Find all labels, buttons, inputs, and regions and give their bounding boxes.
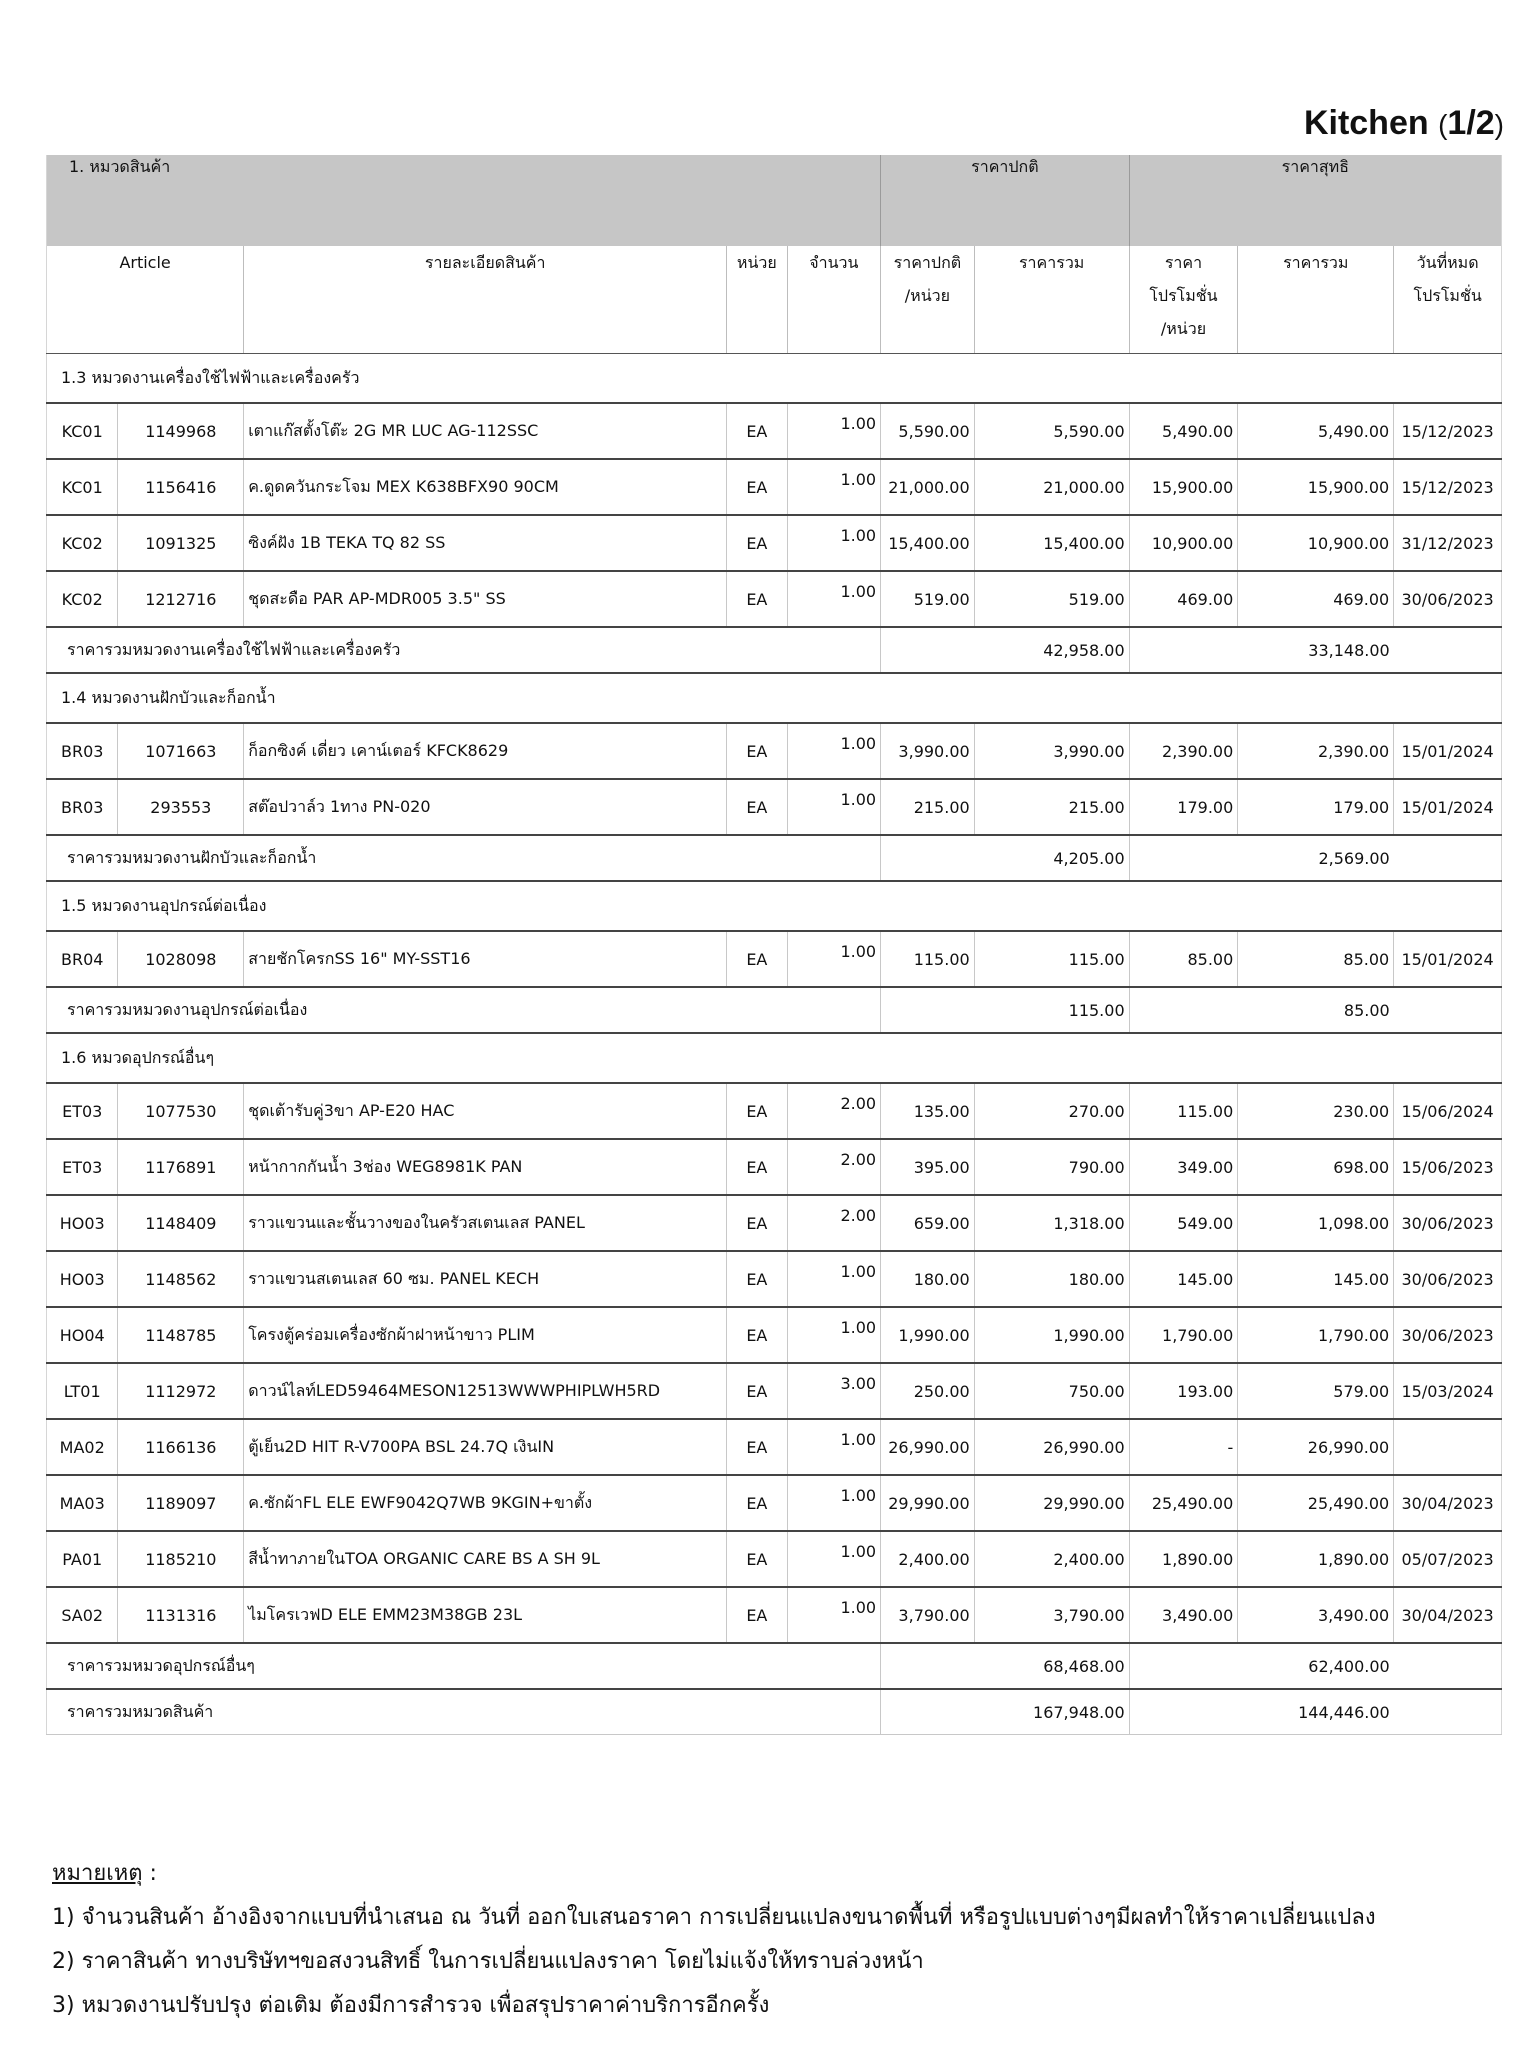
unit-price: 180.00 [881, 1251, 975, 1307]
promo-total: 698.00 [1238, 1139, 1394, 1195]
table-row [47, 1363, 1502, 1419]
item-qty: 1.00 [787, 1531, 881, 1587]
article-number: 1149968 [118, 403, 244, 459]
table-row [47, 1251, 1502, 1307]
table-row [47, 571, 1502, 627]
item-description: เตาแก๊สตั้งโต๊ะ 2G MR LUC AG-112SSC [244, 403, 727, 459]
item-qty: 1.00 [787, 459, 881, 515]
table-row [47, 1083, 1502, 1139]
promo-end-date: 15/12/2023 [1394, 459, 1502, 515]
table-row [47, 403, 1502, 459]
promo-total: 25,490.00 [1238, 1475, 1394, 1531]
subtotal-row [47, 627, 1502, 673]
promo-total: 230.00 [1238, 1083, 1394, 1139]
table-row [47, 779, 1502, 835]
article-number: 1112972 [118, 1363, 244, 1419]
item-qty: 2.00 [787, 1195, 881, 1251]
item-unit: EA [727, 1531, 787, 1587]
promo-price: 85.00 [1129, 931, 1238, 987]
subtotal-label: ราคารวมหมวดงานอุปกรณ์ต่อเนื่อง [47, 987, 881, 1033]
item-qty: 1.00 [787, 1475, 881, 1531]
article-number: 1148562 [118, 1251, 244, 1307]
unit-price: 29,990.00 [881, 1475, 975, 1531]
promo-end-date: 30/04/2023 [1394, 1475, 1502, 1531]
category-code: HO03 [47, 1251, 118, 1307]
item-unit: EA [727, 403, 787, 459]
section-row [47, 881, 1502, 931]
section-title: 1.3 หมวดงานเครื่องใช้ไฟฟ้าและเครื่องครัว [47, 354, 1502, 404]
col-total: ราคารวม [974, 246, 1129, 354]
col-article: Article [47, 246, 244, 354]
subtotal-normal: 4,205.00 [881, 835, 1130, 881]
subtotal-normal: 42,958.00 [881, 627, 1130, 673]
total-price: 1,990.00 [974, 1307, 1129, 1363]
item-description: ซิงค์ฝัง 1B TEKA TQ 82 SS [244, 515, 727, 571]
total-price: 5,590.00 [974, 403, 1129, 459]
unit-price: 395.00 [881, 1139, 975, 1195]
promo-end-date: 15/06/2024 [1394, 1083, 1502, 1139]
category-code: HO04 [47, 1307, 118, 1363]
promo-price: 115.00 [1129, 1083, 1238, 1139]
col-promo-total: ราคารวม [1238, 246, 1394, 354]
promo-price: 1,890.00 [1129, 1531, 1238, 1587]
total-price: 1,318.00 [974, 1195, 1129, 1251]
article-number: 1212716 [118, 571, 244, 627]
item-qty: 1.00 [787, 403, 881, 459]
section-row [47, 673, 1502, 723]
promo-total: 1,890.00 [1238, 1531, 1394, 1587]
item-description: โครงตู้คร่อมเครื่องซักผ้าฝาหน้าขาว PLIM [244, 1307, 727, 1363]
item-unit: EA [727, 931, 787, 987]
item-unit: EA [727, 1587, 787, 1643]
item-unit: EA [727, 1251, 787, 1307]
item-unit: EA [727, 1363, 787, 1419]
article-number: 1028098 [118, 931, 244, 987]
subtotal-net: 33,148.00 [1129, 627, 1394, 673]
promo-end-date: 30/06/2023 [1394, 1307, 1502, 1363]
promo-total: 15,900.00 [1238, 459, 1394, 515]
notes [52, 1852, 1376, 2028]
total-price: 115.00 [974, 931, 1129, 987]
item-unit: EA [727, 1419, 787, 1475]
item-unit: EA [727, 1139, 787, 1195]
promo-total: 469.00 [1238, 571, 1394, 627]
col-unit-price: ราคาปกติ /หน่วย [881, 246, 975, 354]
note-line: 1) จำนวนสินค้า อ้างอิงจากแบบที่นำเสนอ ณ วันที่ ออกใบเสนอราคา การเปลี่ยนแปลงขนาดพื้นที่ หรือรูปแบบต่างๆมีผลทำให้ราคาเปลี่ยนแปลง [52, 1905, 1376, 1930]
section-title: 1.6 หมวดอุปกรณ์อื่นๆ [47, 1033, 1502, 1083]
promo-total: 26,990.00 [1238, 1419, 1394, 1475]
item-unit: EA [727, 515, 787, 571]
promo-price: 549.00 [1129, 1195, 1238, 1251]
grand-total-net: 144,446.00 [1129, 1689, 1394, 1735]
group-header-row [47, 155, 1502, 246]
category-code: LT01 [47, 1363, 118, 1419]
subtotal-label: ราคารวมหมวดอุปกรณ์อื่นๆ [47, 1643, 881, 1689]
subtotal-net: 2,569.00 [1129, 835, 1394, 881]
promo-price: 349.00 [1129, 1139, 1238, 1195]
promo-total: 2,390.00 [1238, 723, 1394, 779]
item-unit: EA [727, 1083, 787, 1139]
promo-price: 145.00 [1129, 1251, 1238, 1307]
col-promo-end: วันที่หมด โปรโมชั่น [1394, 246, 1502, 354]
subtotal-row [47, 1643, 1502, 1689]
total-price: 790.00 [974, 1139, 1129, 1195]
article-number: 1166136 [118, 1419, 244, 1475]
unit-price: 659.00 [881, 1195, 975, 1251]
item-description: สายชักโครกSS 16" MY-SST16 [244, 931, 727, 987]
unit-price: 26,990.00 [881, 1419, 975, 1475]
article-number: 1156416 [118, 459, 244, 515]
promo-end-date: 30/06/2023 [1394, 571, 1502, 627]
promo-total: 85.00 [1238, 931, 1394, 987]
unit-price: 115.00 [881, 931, 975, 987]
subtotal-row [47, 835, 1502, 881]
grand-total-label: ราคารวมหมวดสินค้า [47, 1689, 881, 1735]
grand-total-empty [1394, 1689, 1502, 1735]
item-qty: 1.00 [787, 931, 881, 987]
table-row [47, 515, 1502, 571]
item-qty: 1.00 [787, 571, 881, 627]
category-code: BR03 [47, 779, 118, 835]
table-row [47, 459, 1502, 515]
col-description: รายละเอียดสินค้า [244, 246, 727, 354]
table-row [47, 1419, 1502, 1475]
unit-price: 135.00 [881, 1083, 975, 1139]
promo-total: 1,790.00 [1238, 1307, 1394, 1363]
category-code: ET03 [47, 1139, 118, 1195]
item-description: ราวแขวนสเตนเลส 60 ซม. PANEL KECH [244, 1251, 727, 1307]
col-promo-price: ราคา โปรโมชั่น /หน่วย [1129, 246, 1238, 354]
item-description: ตู้เย็น2D HIT R-V700PA BSL 24.7Q เงินIN [244, 1419, 727, 1475]
normal-price-header: ราคาปกติ [881, 155, 1130, 246]
item-unit: EA [727, 723, 787, 779]
item-description: ชุดสะดือ PAR AP-MDR005 3.5" SS [244, 571, 727, 627]
promo-end-date [1394, 1419, 1502, 1475]
subtotal-net: 62,400.00 [1129, 1643, 1394, 1689]
promo-price: 469.00 [1129, 571, 1238, 627]
item-qty: 1.00 [787, 1251, 881, 1307]
total-price: 15,400.00 [974, 515, 1129, 571]
item-qty: 1.00 [787, 1307, 881, 1363]
article-number: 1185210 [118, 1531, 244, 1587]
table-row [47, 723, 1502, 779]
promo-end-date: 15/01/2024 [1394, 723, 1502, 779]
note-line: 3) หมวดงานปรับปรุง ต่อเติม ต้องมีการสำรวจ เพื่อสรุปราคาค่าบริการอีกครั้ง [52, 1993, 770, 2018]
total-price: 270.00 [974, 1083, 1129, 1139]
promo-total: 5,490.00 [1238, 403, 1394, 459]
subtotal-label: ราคารวมหมวดงานเครื่องใช้ไฟฟ้าและเครื่องครัว [47, 627, 881, 673]
promo-total: 10,900.00 [1238, 515, 1394, 571]
category-code: KC01 [47, 459, 118, 515]
grand-total-normal: 167,948.00 [881, 1689, 1130, 1735]
article-number: 293553 [118, 779, 244, 835]
item-description: ก็อกซิงค์ เดี่ยว เคาน์เตอร์ KFCK8629 [244, 723, 727, 779]
item-description: ชุดเต้ารับคู่3ขา AP-E20 HAC [244, 1083, 727, 1139]
promo-end-date: 15/01/2024 [1394, 779, 1502, 835]
category-code: MA02 [47, 1419, 118, 1475]
promo-end-date: 15/06/2023 [1394, 1139, 1502, 1195]
category-code: KC02 [47, 515, 118, 571]
net-price-header: ราคาสุทธิ [1129, 155, 1501, 246]
item-unit: EA [727, 1475, 787, 1531]
table-row [47, 1139, 1502, 1195]
item-qty: 1.00 [787, 515, 881, 571]
quotation-table [46, 155, 1502, 1735]
promo-total: 3,490.00 [1238, 1587, 1394, 1643]
unit-price: 2,400.00 [881, 1531, 975, 1587]
article-number: 1148409 [118, 1195, 244, 1251]
promo-price: 5,490.00 [1129, 403, 1238, 459]
promo-price: 25,490.00 [1129, 1475, 1238, 1531]
category-code: PA01 [47, 1531, 118, 1587]
item-description: สีน้ำทาภายในTOA ORGANIC CARE BS A SH 9L [244, 1531, 727, 1587]
total-price: 519.00 [974, 571, 1129, 627]
item-description: ค.ซักผ้าFL ELE EWF9042Q7WB 9KGIN+ขาตั้ง [244, 1475, 727, 1531]
unit-price: 519.00 [881, 571, 975, 627]
category-code: KC01 [47, 403, 118, 459]
section-row [47, 1033, 1502, 1083]
table-row [47, 1475, 1502, 1531]
category-code: SA02 [47, 1587, 118, 1643]
col-unit: หน่วย [727, 246, 787, 354]
promo-total: 145.00 [1238, 1251, 1394, 1307]
article-number: 1077530 [118, 1083, 244, 1139]
section-row [47, 354, 1502, 404]
unit-price: 15,400.00 [881, 515, 975, 571]
article-number: 1176891 [118, 1139, 244, 1195]
subtotal-empty [1394, 835, 1502, 881]
total-price: 180.00 [974, 1251, 1129, 1307]
promo-price: 179.00 [1129, 779, 1238, 835]
group-header: 1. หมวดสินค้า [47, 155, 881, 246]
promo-end-date: 30/04/2023 [1394, 1587, 1502, 1643]
promo-end-date: 15/12/2023 [1394, 403, 1502, 459]
section-title: 1.4 หมวดงานฝักบัวและก็อกน้ำ [47, 673, 1502, 723]
grand-total-row [47, 1689, 1502, 1735]
item-unit: EA [727, 779, 787, 835]
item-unit: EA [727, 459, 787, 515]
unit-price: 21,000.00 [881, 459, 975, 515]
item-qty: 2.00 [787, 1083, 881, 1139]
col-qty: จำนวน [787, 246, 881, 354]
subtotal-empty [1394, 627, 1502, 673]
promo-end-date: 15/01/2024 [1394, 931, 1502, 987]
promo-end-date: 30/06/2023 [1394, 1251, 1502, 1307]
promo-end-date: 15/03/2024 [1394, 1363, 1502, 1419]
subtotal-label: ราคารวมหมวดงานฝักบัวและก็อกน้ำ [47, 835, 881, 881]
category-code: HO03 [47, 1195, 118, 1251]
table-row [47, 1587, 1502, 1643]
promo-end-date: 05/07/2023 [1394, 1531, 1502, 1587]
category-code: MA03 [47, 1475, 118, 1531]
promo-price: - [1129, 1419, 1238, 1475]
unit-price: 3,790.00 [881, 1587, 975, 1643]
item-qty: 1.00 [787, 1419, 881, 1475]
page-number: 1/2 [1447, 104, 1495, 142]
promo-end-date: 30/06/2023 [1394, 1195, 1502, 1251]
article-number: 1131316 [118, 1587, 244, 1643]
subtotal-empty [1394, 987, 1502, 1033]
promo-price: 3,490.00 [1129, 1587, 1238, 1643]
unit-price: 1,990.00 [881, 1307, 975, 1363]
item-description: ดาวน์ไลท์LED59464MESON12513WWWPHIPLWH5RD [244, 1363, 727, 1419]
total-price: 3,990.00 [974, 723, 1129, 779]
unit-price: 3,990.00 [881, 723, 975, 779]
unit-price: 5,590.00 [881, 403, 975, 459]
total-price: 26,990.00 [974, 1419, 1129, 1475]
item-description: ค.ดูดควันกระโจม MEX K638BFX90 90CM [244, 459, 727, 515]
category-code: KC02 [47, 571, 118, 627]
article-number: 1091325 [118, 515, 244, 571]
page-title: Kitchen (1/2) [1303, 104, 1504, 142]
promo-price: 1,790.00 [1129, 1307, 1238, 1363]
column-header-row [47, 246, 1502, 354]
item-description: ราวแขวนและชั้นวางของในครัวสเตนเลส PANEL [244, 1195, 727, 1251]
page-title-name: Kitchen [1303, 104, 1429, 142]
promo-end-date: 31/12/2023 [1394, 515, 1502, 571]
subtotal-empty [1394, 1643, 1502, 1689]
unit-price: 215.00 [881, 779, 975, 835]
item-unit: EA [727, 1195, 787, 1251]
promo-total: 179.00 [1238, 779, 1394, 835]
category-code: BR03 [47, 723, 118, 779]
category-code: BR04 [47, 931, 118, 987]
section-title: 1.5 หมวดงานอุปกรณ์ต่อเนื่อง [47, 881, 1502, 931]
note-line: 2) ราคาสินค้า ทางบริษัทฯขอสงวนสิทธิ์ ในการเปลี่ยนแปลงราคา โดยไม่แจ้งให้ทราบล่วงหน้า [52, 1949, 924, 1974]
item-description: หน้ากากกันน้ำ 3ช่อง WEG8981K PAN [244, 1139, 727, 1195]
total-price: 29,990.00 [974, 1475, 1129, 1531]
table-row [47, 1307, 1502, 1363]
subtotal-normal: 68,468.00 [881, 1643, 1130, 1689]
table-row [47, 1531, 1502, 1587]
total-price: 750.00 [974, 1363, 1129, 1419]
promo-price: 10,900.00 [1129, 515, 1238, 571]
article-number: 1189097 [118, 1475, 244, 1531]
promo-price: 15,900.00 [1129, 459, 1238, 515]
promo-price: 2,390.00 [1129, 723, 1238, 779]
table-row [47, 931, 1502, 987]
promo-total: 579.00 [1238, 1363, 1394, 1419]
article-number: 1148785 [118, 1307, 244, 1363]
category-code: ET03 [47, 1083, 118, 1139]
item-unit: EA [727, 571, 787, 627]
total-price: 2,400.00 [974, 1531, 1129, 1587]
total-price: 215.00 [974, 779, 1129, 835]
table-row [47, 1195, 1502, 1251]
unit-price: 250.00 [881, 1363, 975, 1419]
promo-price: 193.00 [1129, 1363, 1238, 1419]
item-qty: 2.00 [787, 1139, 881, 1195]
notes-title: หมายเหตุ : [52, 1861, 157, 1886]
subtotal-row [47, 987, 1502, 1033]
item-description: สต๊อปวาล์ว 1ทาง PN-020 [244, 779, 727, 835]
total-price: 3,790.00 [974, 1587, 1129, 1643]
article-number: 1071663 [118, 723, 244, 779]
item-qty: 3.00 [787, 1363, 881, 1419]
total-price: 21,000.00 [974, 459, 1129, 515]
promo-total: 1,098.00 [1238, 1195, 1394, 1251]
item-qty: 1.00 [787, 779, 881, 835]
item-qty: 1.00 [787, 723, 881, 779]
item-description: ไมโครเวฟD ELE EMM23M38GB 23L [244, 1587, 727, 1643]
item-unit: EA [727, 1307, 787, 1363]
item-qty: 1.00 [787, 1587, 881, 1643]
subtotal-normal: 115.00 [881, 987, 1130, 1033]
subtotal-net: 85.00 [1129, 987, 1394, 1033]
